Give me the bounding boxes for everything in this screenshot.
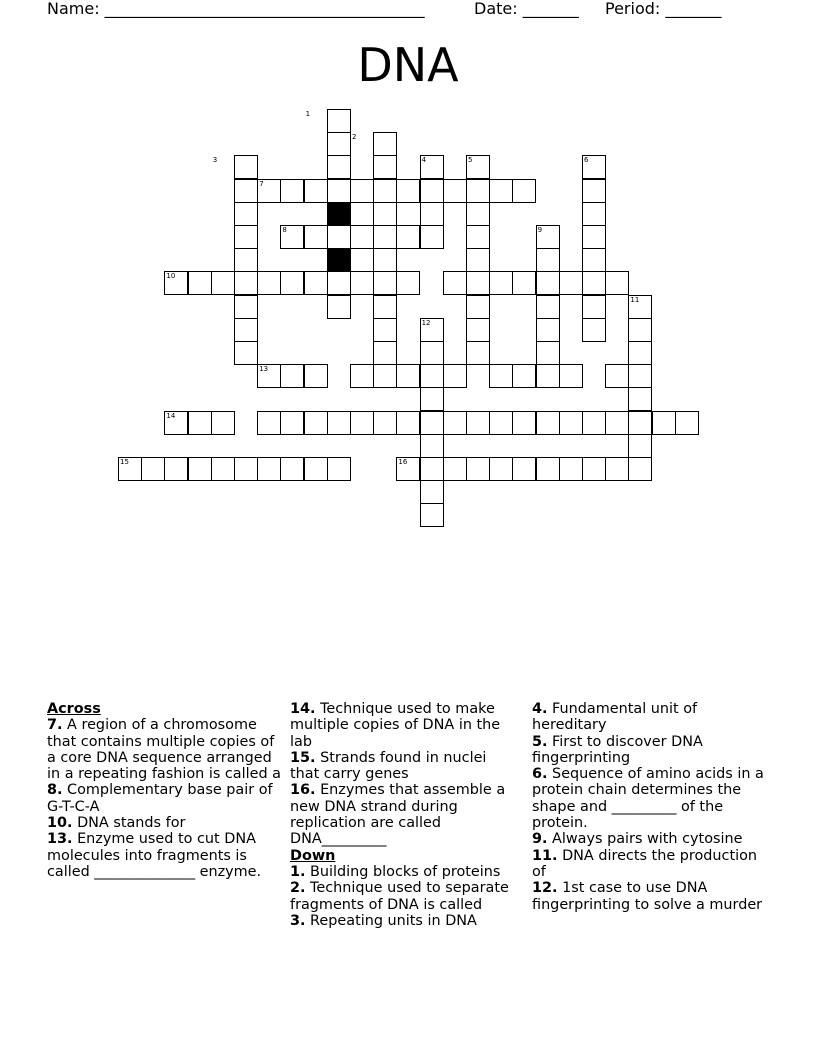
grid-cell[interactable] [280, 179, 304, 203]
grid-cell[interactable] [466, 411, 490, 435]
clue-number: 6 [584, 156, 589, 165]
grid-cell[interactable] [582, 271, 606, 295]
grid-cell[interactable] [582, 248, 606, 272]
grid-cell[interactable] [420, 202, 444, 226]
grid-cell[interactable] [628, 341, 652, 365]
grid-cell[interactable] [396, 364, 420, 388]
grid-cell[interactable] [373, 225, 397, 249]
grid-cell[interactable] [605, 457, 629, 481]
grid-cell[interactable] [164, 457, 188, 481]
grid-cell[interactable] [443, 457, 467, 481]
grid-cell[interactable] [559, 457, 583, 481]
grid-cell[interactable] [304, 225, 328, 249]
clue-item-text: 1st case to use DNA fingerprinting to solve a murder [532, 880, 763, 913]
clue-item-text: Strands found in nuclei that carry genes [290, 749, 487, 783]
grid-cell[interactable] [652, 411, 676, 435]
grid-cell[interactable] [234, 341, 258, 365]
clue-item-text: Always pairs with cytosine [547, 831, 743, 848]
grid-cell[interactable] [304, 271, 328, 295]
clue-item-number: 13. [47, 831, 73, 848]
clue-number: 5 [468, 156, 473, 165]
clue-number: 1 [305, 110, 311, 118]
grid-cell[interactable] [559, 364, 583, 388]
grid-cell[interactable] [559, 411, 583, 435]
clue-number: 3 [212, 156, 218, 165]
grid-cell[interactable] [373, 155, 397, 179]
grid-cell[interactable] [582, 411, 606, 435]
grid-cell[interactable] [582, 457, 606, 481]
grid-cell[interactable] [420, 225, 444, 249]
grid-cell[interactable] [512, 457, 536, 481]
name-field[interactable]: Name: ________________________________________ [47, 0, 425, 18]
clue-item-text: Fundamental unit of hereditary [532, 701, 698, 734]
grid-cell[interactable] [327, 457, 351, 481]
clue-item-number: 9. [532, 831, 548, 848]
clue-item-number: 15. [290, 749, 316, 766]
grid-cell[interactable] [582, 295, 606, 319]
grid-cell[interactable] [373, 364, 397, 388]
clue-column-3 [532, 701, 772, 913]
grid-cell[interactable] [280, 364, 304, 388]
grid-cell[interactable] [396, 225, 420, 249]
grid-cell[interactable] [188, 271, 212, 295]
grid-cell[interactable] [582, 318, 606, 342]
clue-item-number: 2. [290, 880, 306, 897]
grid-cell[interactable] [559, 271, 583, 295]
clue-number: 10 [166, 272, 176, 281]
grid-cell[interactable] [582, 225, 606, 249]
clue-item [290, 782, 520, 847]
grid-cell[interactable] [304, 179, 328, 203]
grid-cell[interactable] [350, 364, 374, 388]
clue-column-1 [47, 701, 287, 880]
grid-cell[interactable] [443, 271, 467, 295]
grid-cell[interactable] [582, 179, 606, 203]
grid-cell[interactable] [304, 364, 328, 388]
grid-cell[interactable] [373, 411, 397, 435]
clue-item-number: 16. [290, 782, 316, 799]
grid-cell[interactable] [420, 387, 444, 411]
clue-number: 15 [120, 458, 129, 466]
clue-number: 9 [537, 226, 543, 234]
grid-cell[interactable] [420, 434, 444, 458]
clue-item [532, 848, 772, 881]
clue-item-number: 10. [47, 815, 73, 832]
grid-cell[interactable] [420, 341, 444, 365]
grid-cell[interactable] [396, 411, 420, 435]
grid-cell[interactable] [420, 411, 444, 435]
clue-item-text: Technique used to make multiple copies of DNA in the lab [290, 701, 501, 750]
clue-item-number: 8. [47, 782, 63, 799]
down-clues [290, 864, 520, 929]
clue-number: 16 [398, 458, 408, 466]
grid-cell[interactable] [466, 179, 490, 203]
grid-cell[interactable] [188, 457, 212, 481]
clue-item-text: Enzymes that assemble a new DNA strand during replication are called DNA_________ [290, 782, 506, 848]
grid-cell[interactable] [628, 387, 652, 411]
grid-cell[interactable] [536, 295, 560, 319]
grid-cell[interactable] [280, 411, 304, 435]
grid-cell[interactable] [605, 364, 629, 388]
clue-item [47, 782, 287, 815]
clue-item [290, 864, 520, 880]
grid-cell[interactable] [628, 411, 652, 435]
grid-cell[interactable] [304, 457, 328, 481]
grid-cell[interactable] [512, 411, 536, 435]
grid-cell[interactable] [234, 179, 258, 203]
grid-cell[interactable] [628, 364, 652, 388]
clue-item-number: 6. [532, 766, 548, 783]
clue-item [532, 734, 772, 767]
clue-number: 4 [421, 156, 427, 165]
grid-cell[interactable] [489, 271, 513, 295]
grid-cell[interactable] [211, 411, 235, 435]
clue-number: 7 [259, 179, 264, 188]
grid-cell[interactable] [420, 457, 444, 481]
down-clues-continued [532, 701, 772, 913]
clue-item-number: 7. [47, 717, 63, 734]
clue-number: 8 [282, 226, 287, 234]
grid-cell[interactable] [234, 225, 258, 249]
grid-cell[interactable] [512, 364, 536, 388]
grid-cell[interactable] [327, 132, 351, 156]
clue-item-text: Enzyme used to cut DNA molecules into fragments is called ______________ enzyme. [47, 831, 262, 880]
grid-cell[interactable] [536, 248, 560, 272]
grid-cell[interactable] [420, 179, 444, 203]
clue-item [532, 766, 772, 831]
grid-cell[interactable] [373, 132, 397, 156]
clue-item-text: A region of a chromosome that contains multiple copies of a core DNA sequence arranged in a repeating fashion is called a [47, 717, 281, 783]
grid-cell[interactable] [280, 271, 304, 295]
grid-cell[interactable] [327, 109, 351, 133]
grid-cell[interactable] [420, 480, 444, 504]
grid-cell[interactable] [304, 411, 328, 435]
grid-cell[interactable] [373, 341, 397, 365]
grid-cell[interactable] [466, 271, 490, 295]
clue-item-text: Repeating units in DNA [305, 912, 477, 929]
down-heading: Down [290, 847, 336, 864]
grid-cell[interactable] [489, 179, 513, 203]
clue-item [532, 880, 772, 913]
grid-cell[interactable] [234, 295, 258, 319]
grid-cell[interactable] [420, 364, 444, 388]
clue-item [532, 831, 772, 847]
grid-cell[interactable] [327, 225, 351, 249]
clue-item-text: First to discover DNA fingerprinting [532, 733, 703, 766]
grid-cell[interactable] [489, 457, 513, 481]
grid-cell[interactable] [536, 411, 560, 435]
period-field[interactable]: Period: _______ [605, 0, 722, 18]
grid-cell[interactable] [420, 503, 444, 527]
grid-cell[interactable] [257, 411, 281, 435]
grid-cell[interactable] [350, 411, 374, 435]
grid-cell[interactable] [234, 457, 258, 481]
grid-cell[interactable] [373, 318, 397, 342]
clue-item [47, 717, 287, 782]
grid-cell[interactable] [443, 179, 467, 203]
clue-number: 12 [421, 318, 431, 327]
clue-item-number: 1. [290, 863, 306, 880]
clue-item-text: Technique used to separate fragments of DNA is called [290, 880, 509, 913]
grid-cell[interactable] [466, 318, 490, 342]
grid-cell[interactable] [327, 295, 351, 319]
grid-cell[interactable] [257, 271, 281, 295]
grid-cell[interactable] [396, 271, 420, 295]
clue-number: 14 [166, 411, 176, 420]
grid-cell[interactable] [605, 411, 629, 435]
grid-cell[interactable] [466, 457, 490, 481]
blocked-cell [327, 202, 351, 226]
grid-cell[interactable] [211, 457, 235, 481]
clue-item [47, 831, 287, 880]
grid-cell[interactable] [234, 318, 258, 342]
grid-cell[interactable] [234, 248, 258, 272]
grid-cell[interactable] [373, 179, 397, 203]
clue-item-number: 4. [532, 701, 548, 717]
grid-cell[interactable] [628, 457, 652, 481]
blocked-cell [327, 248, 351, 272]
clue-item-number: 14. [290, 701, 316, 717]
grid-cell[interactable] [373, 248, 397, 272]
grid-cell[interactable] [396, 179, 420, 203]
clue-number: 11 [630, 295, 640, 304]
grid-cell[interactable] [675, 411, 699, 435]
clue-column-2 [290, 701, 520, 929]
across-heading: Across [47, 701, 101, 717]
grid-cell[interactable] [466, 341, 490, 365]
clue-number: 13 [259, 365, 269, 374]
grid-cell[interactable] [536, 341, 560, 365]
clue-item-text: DNA stands for [72, 815, 186, 832]
clue-number: 2 [352, 133, 357, 142]
grid-cell[interactable] [536, 364, 560, 388]
clue-item [290, 750, 520, 783]
grid-cell[interactable] [582, 202, 606, 226]
grid-cell[interactable] [350, 179, 374, 203]
grid-cell[interactable] [466, 248, 490, 272]
clue-item [290, 880, 520, 913]
clue-item-text: Sequence of amino acids in a protein chain determines the shape and _________ of the protein. [532, 766, 764, 832]
across-clues [47, 717, 287, 880]
grid-cell[interactable] [373, 271, 397, 295]
grid-cell[interactable] [234, 271, 258, 295]
grid-cell[interactable] [373, 295, 397, 319]
grid-cell[interactable] [536, 457, 560, 481]
grid-cell[interactable] [628, 434, 652, 458]
grid-cell[interactable] [466, 295, 490, 319]
grid-cell[interactable] [141, 457, 165, 481]
clue-item-number: 3. [290, 912, 306, 929]
grid-cell[interactable] [536, 271, 560, 295]
grid-cell[interactable] [234, 202, 258, 226]
clue-item-text: Building blocks of proteins [305, 863, 501, 880]
grid-cell[interactable] [466, 202, 490, 226]
clue-item [290, 701, 520, 750]
clue-item-text: DNA directs the production of [532, 847, 758, 880]
date-field[interactable]: Date: _______ [474, 0, 579, 18]
grid-cell[interactable] [257, 457, 281, 481]
grid-cell[interactable] [512, 179, 536, 203]
grid-cell[interactable] [443, 411, 467, 435]
clue-item-number: 11. [532, 847, 558, 864]
grid-cell[interactable] [234, 155, 258, 179]
grid-cell[interactable] [628, 318, 652, 342]
grid-cell[interactable] [350, 271, 374, 295]
grid-cell[interactable] [373, 202, 397, 226]
grid-cell[interactable] [327, 155, 351, 179]
clue-item [47, 815, 287, 831]
grid-cell[interactable] [327, 179, 351, 203]
clue-item-number: 12. [532, 880, 558, 897]
grid-cell[interactable] [211, 271, 235, 295]
grid-cell[interactable] [280, 457, 304, 481]
grid-cell[interactable] [536, 318, 560, 342]
grid-cell[interactable] [327, 271, 351, 295]
page-title: DNA [357, 38, 459, 92]
grid-cell[interactable] [327, 411, 351, 435]
grid-cell[interactable] [443, 364, 467, 388]
grid-cell[interactable] [512, 271, 536, 295]
grid-cell[interactable] [489, 411, 513, 435]
clue-item-number: 5. [532, 733, 548, 750]
grid-cell[interactable] [350, 225, 374, 249]
clue-item [290, 913, 520, 929]
grid-cell[interactable] [605, 271, 629, 295]
clue-item [532, 701, 772, 734]
grid-cell[interactable] [466, 225, 490, 249]
grid-cell[interactable] [188, 411, 212, 435]
across-clues-continued [290, 701, 520, 848]
grid-cell[interactable] [489, 364, 513, 388]
clue-item-text: Complementary base pair of G-T-C-A [47, 782, 273, 815]
